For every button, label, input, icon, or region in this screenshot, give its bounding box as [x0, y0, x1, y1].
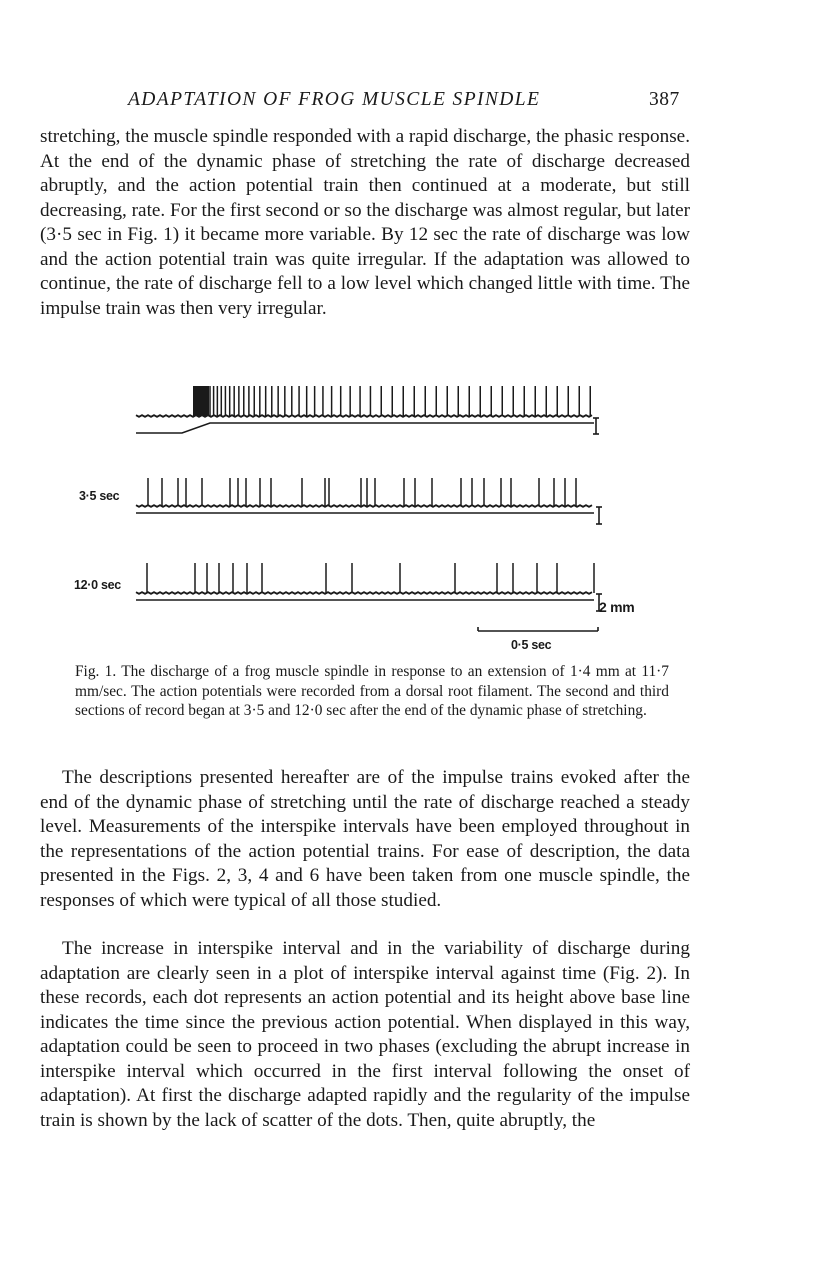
running-title: ADAPTATION OF FROG MUSCLE SPINDLE	[128, 89, 541, 110]
trace-baseline	[136, 505, 592, 507]
trace-onset	[136, 386, 599, 434]
page-number: 387	[649, 89, 680, 110]
scale-bars	[478, 627, 598, 631]
trace-label-3-5-sec: 3·5 sec	[79, 489, 120, 503]
spike-trace-plot	[70, 370, 670, 655]
paragraph-1: stretching, the muscle spindle responded with a rapid discharge, the phasic response. At the end of the dynamic phase of stretching the rate of discharge decreased abruptly, and the action potential train then continued at a moderate, but still decreasing, rate. For the first second or so the discharge was almost regular, but later (3·5 sec in Fig. 1) it became more variable. By 12 sec the rate of discharge was low and the action potential train was quite irregular. If the adaptation was allowed to continue, the rate of discharge fell to a low level which changed little with time. The impulse train was then very irregular.	[40, 126, 690, 319]
time-scale-label: 0·5 sec	[511, 638, 552, 652]
trace-12-sec	[136, 563, 602, 611]
paragraph-2: The descriptions presented hereafter are of the impulse trains evoked after the end of the dynamic phase of stretching until the rate of discharge reached a steady level. Measurements of the interspike intervals have been employed throughout in the representations of the action potential trains. For ease of description, the data presented in the Figs. 2, 3, 4 and 6 have been taken from one muscle spindle, the responses of which were typical of all those studied.	[40, 767, 690, 911]
paragraph-3: The increase in interspike interval and in the variability of discharge during adaptation are clearly seen in a plot of interspike interval against time (Fig. 2). In these records, each dot represents an action potential and its height above base line indicates the time since the previous action potential. When displayed in this way, adaptation could be seen to proceed in two phases (excluding the abrupt increase in interspike interval which occurred in the first interval following the onset of adaptation). At first the discharge adapted rapidly and the regularity of the impulse train is shown by the lack of scatter of the dots. Then, quite abruptly, the	[40, 938, 690, 1131]
figure-caption: Fig. 1. The discharge of a frog muscle spindle in response to an extension of 1·4 mm at 11·7 mm/sec. The action potentials were recorded from a dorsal root filament. The second and third sections of record began at 3·5 and 12·0 sec after the end of the dynamic phase of stretching.	[75, 663, 669, 719]
stimulus-marker	[136, 423, 594, 433]
trace-baseline	[136, 592, 592, 594]
figure-1	[70, 370, 670, 655]
trace-label-12-sec: 12·0 sec	[74, 578, 121, 592]
amplitude-scale-label: 2 mm	[599, 599, 635, 615]
page-header	[0, 89, 816, 115]
trace-3-5-sec	[136, 478, 602, 524]
